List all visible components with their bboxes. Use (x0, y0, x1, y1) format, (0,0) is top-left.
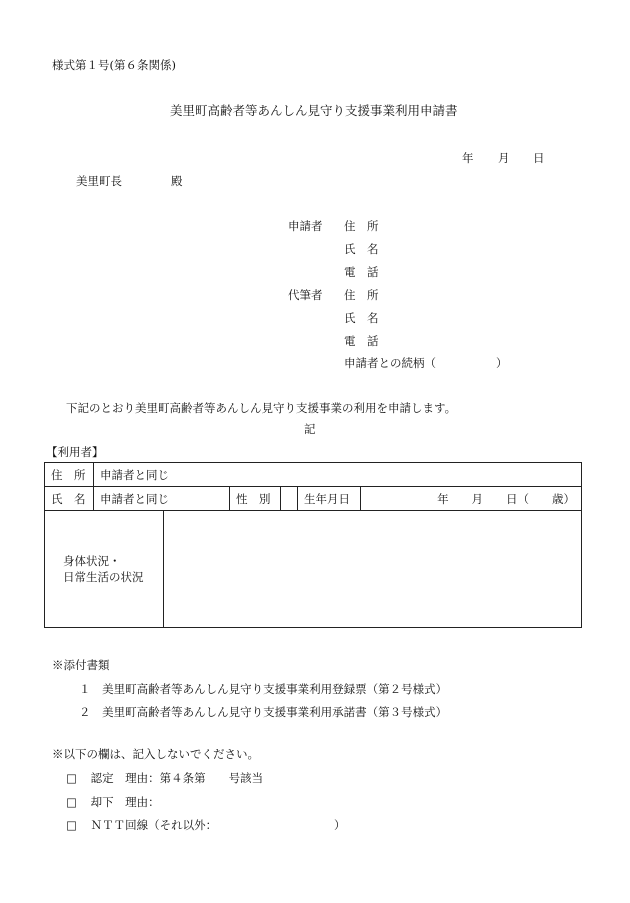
attachment-num: １ (79, 682, 91, 696)
proxy-label: 代筆者 (288, 288, 323, 302)
applicant-label: 申請者 (288, 219, 323, 233)
office-use-heading: ※以下の欄は、記入しないでください。 (52, 747, 259, 761)
addressee-honorific: 殿 (171, 174, 183, 188)
reject-checkbox[interactable]: □ (66, 795, 77, 809)
attachment-num: ２ (79, 705, 91, 719)
address-label: 住 所 (45, 463, 94, 487)
reject-text: 却下 理由： (90, 795, 160, 809)
user-section-label: 【利用者】 (46, 445, 104, 459)
applicant-phone-label: 電 話 (344, 265, 379, 279)
ntt-line (66, 817, 217, 833)
condition-value[interactable] (164, 511, 582, 628)
ntt-checkbox[interactable]: □ (66, 818, 77, 832)
attachment-item (79, 704, 447, 720)
applicant-name-label: 氏 名 (344, 242, 379, 256)
user-info-table (44, 462, 582, 628)
address-value[interactable]: 申請者と同じ (94, 463, 582, 487)
name-value[interactable]: 申請者と同じ (94, 487, 230, 511)
ntt-close: ） (334, 818, 346, 832)
date-month: 月 (498, 151, 510, 165)
document-title: 美里町高齢者等あんしん見守り支援事業利用申請書 (170, 103, 458, 118)
sex-label: 性 別 (230, 487, 281, 511)
proxy-address-label: 住 所 (344, 288, 379, 302)
attachment-item (79, 681, 447, 697)
proxy-relation-label: 申請者との続柄（ (344, 356, 436, 370)
applicant-address-label: 住 所 (344, 219, 379, 233)
address-row (45, 463, 582, 487)
reject-line (66, 794, 160, 810)
addressee-name: 美里町長 (76, 174, 122, 188)
proxy-phone-label: 電 話 (344, 334, 379, 348)
proxy-name-label: 氏 名 (344, 311, 379, 325)
attachment-text: 美里町高齢者等あんしん見守り支援事業利用承諾書（第３号様式） (102, 705, 448, 719)
name-label: 氏 名 (45, 487, 94, 511)
condition-label-line1: 身体状況・ (63, 554, 121, 568)
form-number: 様式第１号(第６条関係) (52, 58, 176, 72)
proxy-relation-close: ） (496, 356, 508, 370)
application-statement: 下記のとおり美里町高齢者等あんしん見守り支援事業の利用を申請します。 (66, 401, 457, 415)
dob-value[interactable]: 年 月 日（ 歳） (361, 487, 582, 511)
sex-value[interactable] (281, 487, 298, 511)
date-year: 年 (462, 151, 474, 165)
attachment-text: 美里町高齢者等あんしん見守り支援事業利用登録票（第２号様式） (102, 682, 448, 696)
attachments-heading: ※添付書類 (52, 658, 110, 672)
approve-checkbox[interactable]: □ (66, 771, 77, 785)
condition-label (45, 511, 164, 628)
dob-label: 生年月日 (298, 487, 361, 511)
name-row (45, 487, 582, 511)
date-day: 日 (533, 151, 545, 165)
approve-text: 認定 理由：第４条第 号該当 (90, 771, 264, 785)
ki-heading: 記 (304, 422, 316, 436)
ntt-text: ＮＴＴ回線（それ以外： (90, 818, 218, 832)
condition-label-line2: 日常生活の状況 (63, 570, 144, 584)
condition-row (45, 511, 582, 628)
approve-line (66, 770, 263, 786)
